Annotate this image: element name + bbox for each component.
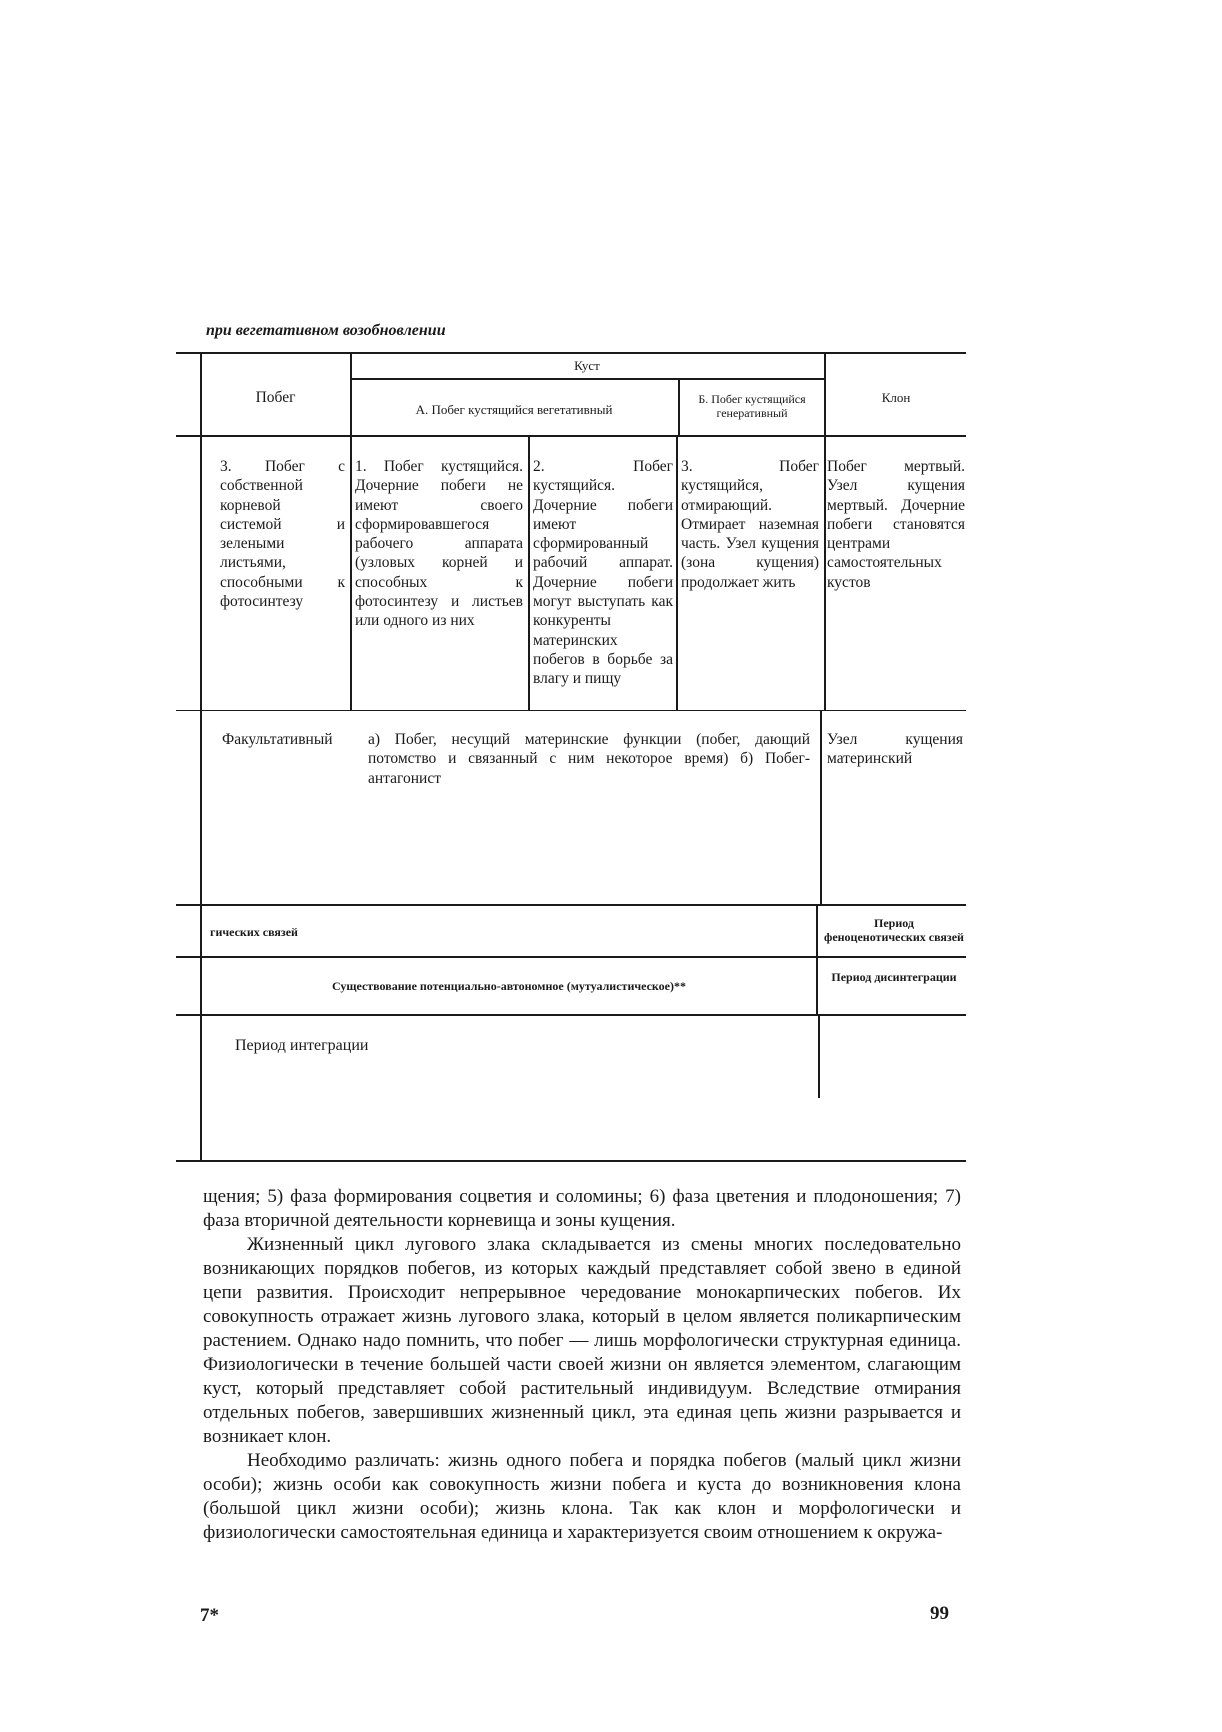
row1-a2: 2. Побег кустящийся. Дочерние побеги имеют сформированный рабочий аппарат. Дочерние побеги могут выступать как конкуренты материнских побегов в борьбе за влагу и пищу bbox=[533, 458, 673, 688]
row1-pobeg: 3. Побег с собственной корневой системой и зелеными листьями, способными к фотосинтезу bbox=[220, 458, 345, 611]
body-text bbox=[203, 1185, 961, 1545]
row5-left: Период интеграции bbox=[235, 1037, 369, 1054]
page-number: 99 bbox=[930, 1603, 949, 1624]
header-pobeg: Побег bbox=[255, 389, 296, 406]
header-sub-b: Б. Побег кустящийся генеративный bbox=[698, 392, 806, 420]
table-caption: при вегетативном возобновлении bbox=[206, 322, 446, 339]
row1-klon: Побег мертвый. Узел кущения мертвый. Дочерние побеги становятся центрами самостоятельных кустов bbox=[827, 458, 965, 591]
header-klon: Клон bbox=[881, 390, 911, 405]
row2-pobeg: Факультативный bbox=[222, 731, 333, 748]
row4-right: Период дисинтеграции bbox=[831, 970, 957, 984]
row2-klon: Узел кущения материнский bbox=[827, 731, 963, 768]
paragraph-2: Жизненный цикл лугового злака складывается из смены многих последовательно возникающих порядков побегов, из которых каждый представляет собой звено в единой цепи развития. Происходит непрерывное чередование монокарпических побегов. Их совокупность отражает жизнь лугового злака, который в целом является поликарпическим растением. Однако надо помнить, что побег — лишь морфологически структурная единица. Физиологически в течение большей части своей жизни он является элементом, слагающим куст, который представляет собой растительный индивидуум. Вследствие отмирания отдельных побегов, завершивших жизненный цикл, эта единая цепь жизни разрывается и возникает клон. bbox=[203, 1234, 961, 1447]
paragraph-1: щения; 5) фаза формирования соцветия и соломины; 6) фаза цветения и плодоношения; 7) фаза вторичной деятельности корневища и зоны кущения. bbox=[203, 1186, 961, 1231]
row4-left: Существование потенциально-автономное (мутуалистическое)** bbox=[331, 979, 687, 993]
signature-mark: 7* bbox=[200, 1605, 219, 1626]
header-sub-a: А. Побег кустящийся вегетативный bbox=[415, 402, 613, 417]
row3-right: Период феноценотических связей bbox=[824, 916, 964, 944]
paragraph-3: Необходимо различать: жизнь одного побега и порядка побегов (малый цикл жизни особи); жизнь особи как совокупность жизни побега и куста до возникновения клона (большой цикл жизни особи); жизнь клона. Так как клон и морфологически и физиологически самостоятельная единица и характеризуется своим отношением к окружа- bbox=[203, 1450, 961, 1543]
row1-b3: 3. Побег кустящийся, отмирающий. Отмирает наземная часть. Узел кущения (зона кущения) продолжает жить bbox=[681, 458, 819, 591]
row1-a1: 1. Побег кустящийся. Дочерние побеги не имеют своего сформировавшегося рабочего аппарата (узловых корней и способных к фотосинтезу и листьев или одного из них bbox=[355, 458, 523, 630]
row3-left: гических связей bbox=[210, 925, 298, 939]
header-kust: Куст bbox=[574, 358, 600, 373]
row2-kust: а) Побег, несущий материнские функции (побег, дающий потомство и связанный с ним некоторое время) б) Побег-антагонист bbox=[368, 731, 810, 787]
